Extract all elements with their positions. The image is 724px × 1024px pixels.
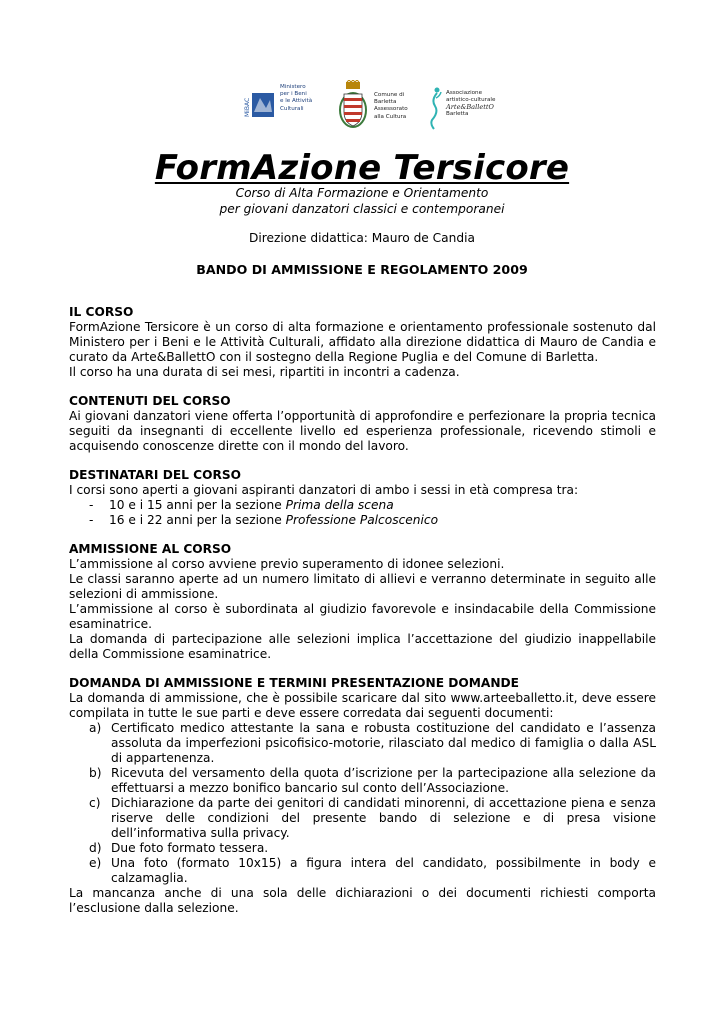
list-item-text: 10 e i 15 anni per la sezione [109, 498, 286, 512]
list-item-emphasis: Professione Palcoscenico [285, 513, 439, 527]
list-item-text: 16 e i 22 anni per la sezione [109, 513, 286, 527]
paragraph: Il corso ha una durata di sei mesi, ripartiti in incontri a cadenza. [69, 365, 460, 379]
paragraph: FormAzione Tersicore è un corso di alta formazione e orientamento professionale sostenuto dal Ministero per i Beni e le Attività Culturali, affidato alla direzione didattica di Mauro de Candia e curato da Arte&BallettO con il sostegno della Regione Puglia e del Comune di Barletta. [69, 320, 656, 364]
list-item-text: Certificato medico attestante la sana e robusta costituzione del candidato e l’assenza assoluta da imperfezioni psicofisico-motorie, rilasciato dal medico di famiglia o dalla ASL di appartenenza. [111, 721, 656, 765]
list-item-text: Dichiarazione da parte dei genitori di candidati minorenni, di accettazione piena e senza riserve delle condizioni del presente bando di selezione e di presa visione dell’informativa sulla privacy. [111, 796, 656, 840]
documents-list [69, 721, 656, 886]
paragraph: Le classi saranno aperte ad un numero limitato di allievi e verranno determinate in seguito alle selezioni di ammissione. [69, 572, 656, 601]
comune-logo [338, 80, 408, 136]
mibac-logo [244, 80, 330, 136]
paragraph: La domanda di partecipazione alle selezioni implica l’accettazione del giudizio inappellabile della Commissione esaminatrice. [69, 632, 656, 661]
list-marker: d) [89, 841, 102, 855]
list-item-text: Ricevuta del versamento della quota d’iscrizione per la partecipazione alla selezione da effettuarsi a mezzo bonifico bancario sul conto dell’Associazione. [111, 766, 656, 795]
section-heading: DOMANDA DI AMMISSIONE E TERMINI PRESENTAZIONE DOMANDE [69, 676, 519, 690]
section-contenuti [69, 394, 656, 454]
list-item [69, 513, 656, 528]
paragraph: La mancanza anche di una sola delle dichiarazioni o dei documenti richiesti comporta l’esclusione dalla selezione. [69, 886, 656, 915]
subtitle-line-1: Corso di Alta Formazione e Orientamento [235, 186, 489, 200]
section-heading: IL CORSO [69, 305, 134, 319]
document-body [69, 305, 656, 930]
list-item [69, 498, 656, 513]
paragraph: La domanda di ammissione, che è possibile scaricare dal sito www.arteeballetto.it, deve essere compilata in tutte le sue parti e deve essere corredata dai seguenti documenti: [69, 691, 656, 720]
list-item-emphasis: Prima della scena [285, 498, 394, 512]
mibac-emblem-icon [244, 90, 276, 120]
list-item [69, 841, 656, 856]
direction-line: Direzione didattica: Mauro de Candia [249, 231, 475, 245]
list-marker: - [89, 513, 94, 527]
list-marker: c) [89, 796, 101, 810]
section-heading: AMMISSIONE AL CORSO [69, 542, 232, 556]
paragraph: I corsi sono aperti a giovani aspiranti danzatori di ambo i sessi in età compresa tra: [69, 483, 579, 497]
mibac-text: Ministero per i Beni e le Attività Culturali [280, 84, 313, 112]
logo-strip [0, 80, 724, 140]
bando-heading: BANDO DI AMMISSIONE E REGOLAMENTO 2009 [196, 262, 528, 277]
section-il-corso [69, 305, 656, 380]
section-domanda [69, 676, 656, 916]
paragraph: L’ammissione al corso è subordinata al giudizio favorevole e insindacabile della Commissione esaminatrice. [69, 602, 656, 631]
list-item-text: Una foto (formato 10x15) a figura intera del candidato, possibilmente in body e calzamaglia. [111, 856, 656, 885]
section-heading: CONTENUTI DEL CORSO [69, 394, 231, 408]
arteeballetto-logo [428, 80, 528, 136]
arte-text: Associazione artistico-culturale Arte&BallettO Barletta [446, 90, 496, 117]
list-item [69, 721, 656, 766]
list-marker: a) [89, 721, 102, 735]
mibac-abbr: MiBAC [244, 97, 251, 117]
coat-of-arms-icon [338, 80, 368, 130]
list-item [69, 796, 656, 841]
page-title: FormAzione Tersicore [154, 148, 570, 188]
comune-text: Comune di Barletta Assessorato alla Cultura [374, 92, 408, 120]
dancer-icon [428, 86, 442, 130]
list-marker: b) [89, 766, 102, 780]
list-item-text: Due foto formato tessera. [111, 841, 269, 855]
section-destinatari [69, 468, 656, 528]
list-item [69, 856, 656, 886]
section-heading: DESTINATARI DEL CORSO [69, 468, 241, 482]
paragraph: Ai giovani danzatori viene offerta l’opportunità di approfondire e perfezionare la propria tecnica seguiti da insegnanti di eccellente livello ed esperienza professionale, ricevendo stimoli e acquisendo conoscenze dirette con il mondo del lavoro. [69, 409, 656, 453]
list-item [69, 766, 656, 796]
subtitle-line-2: per giovani danzatori classici e contemporanei [219, 202, 505, 216]
age-list [69, 498, 656, 528]
list-marker: - [89, 498, 94, 512]
paragraph: L’ammissione al corso avviene previo superamento di idonee selezioni. [69, 557, 505, 571]
section-ammissione [69, 542, 656, 662]
list-marker: e) [89, 856, 102, 870]
